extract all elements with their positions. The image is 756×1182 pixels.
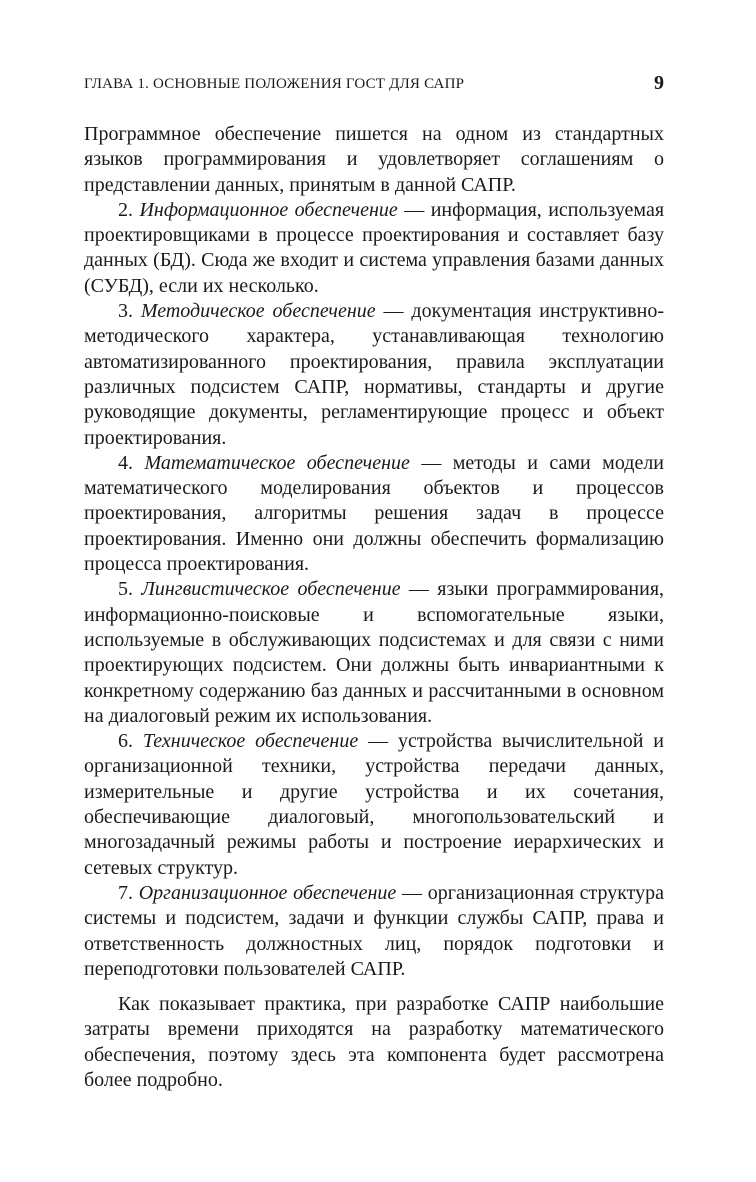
item-term: Техническое обеспечение bbox=[142, 730, 359, 753]
item-definition: — языки программирования, информационно-поисковые и вспомогательные языки, используемые в обслуживающих подсистемах и для связи с ними проектирующих подсистем. Они должны быть инвариантными к конкретному содержанию баз данных и рассчитанными в основном на диалоговый режим их использования. bbox=[84, 578, 665, 727]
item-number: 5. bbox=[118, 578, 133, 601]
item-definition: — методы и сами модели математического моделирования объектов и процессов проектирования, алгоритмы решения задач в процессе проектирования. Именно они должны обеспечить формализацию процесса проектирования. bbox=[84, 451, 664, 576]
item-number: 6. bbox=[118, 730, 133, 753]
item-term: Математическое обеспечение bbox=[144, 451, 410, 474]
item-definition: — организационная структура системы и подсистем, задачи и функции службы САПР, права и ответственность должностных лиц, порядок подготовки и переподготовки пользователей САПР. bbox=[84, 881, 665, 980]
item-number: 4. bbox=[118, 451, 133, 474]
item-number: 7. bbox=[118, 881, 133, 904]
paragraph-information-support bbox=[84, 198, 664, 299]
paragraph-technical-support bbox=[84, 729, 664, 881]
item-definition: — информация, используемая проектировщиками в процессе проектирования и составляет базу данных (БД). Сюда же входит и система управления базами данных (СУБД), если их несколько. bbox=[84, 198, 665, 297]
item-term: Методическое обеспечение bbox=[140, 300, 376, 323]
item-number: 3. bbox=[118, 300, 133, 323]
page-number: 9 bbox=[654, 72, 664, 94]
running-header bbox=[84, 72, 664, 102]
item-definition: — документация инструктивно-методического характера, устанавливающая технологию автоматизированного проектирования, правила эксплуатации различных подсистем САПР, нормативы, стандарты и другие руководящие документы, регламентирующие процесс и объект проектирования. bbox=[84, 300, 665, 449]
item-term: Организационное обеспечение bbox=[138, 881, 397, 904]
paragraph-methodical-support bbox=[84, 299, 664, 451]
paragraph-mathematical-support bbox=[84, 451, 664, 577]
item-term: Информационное обеспечение bbox=[139, 198, 398, 221]
paragraph-text: Как показывает практика, при разработке САПР наибольшие затраты времени приходятся на разработку математического обеспечения, поэтому здесь эта компонента будет рассмотрена более подробно. bbox=[84, 993, 664, 1091]
paragraph-text: Программное обеспечение пишется на одном из стандартных языков программирования и удовлетворяет соглашениям о представлении данных, принятым в данной САПР. bbox=[84, 123, 664, 196]
body-text bbox=[84, 122, 664, 1093]
item-term: Лингвистическое обеспечение bbox=[141, 578, 401, 601]
paragraph-software-continuation bbox=[84, 122, 664, 198]
item-definition: — устройства вычислительной и организационной техники, устройства передачи данных, измерительные и другие устройства и их сочетания, обеспечивающие диалоговый, многопользовательский и многозадачный режимы работы и построение иерархических и сетевых структур. bbox=[84, 730, 665, 879]
paragraph-conclusion bbox=[84, 992, 664, 1093]
chapter-title: ГЛАВА 1. ОСНОВНЫЕ ПОЛОЖЕНИЯ ГОСТ ДЛЯ САПР bbox=[84, 76, 465, 92]
paragraph-organizational-support bbox=[84, 881, 664, 982]
paragraph-linguistic-support bbox=[84, 577, 664, 729]
item-number: 2. bbox=[118, 198, 133, 221]
